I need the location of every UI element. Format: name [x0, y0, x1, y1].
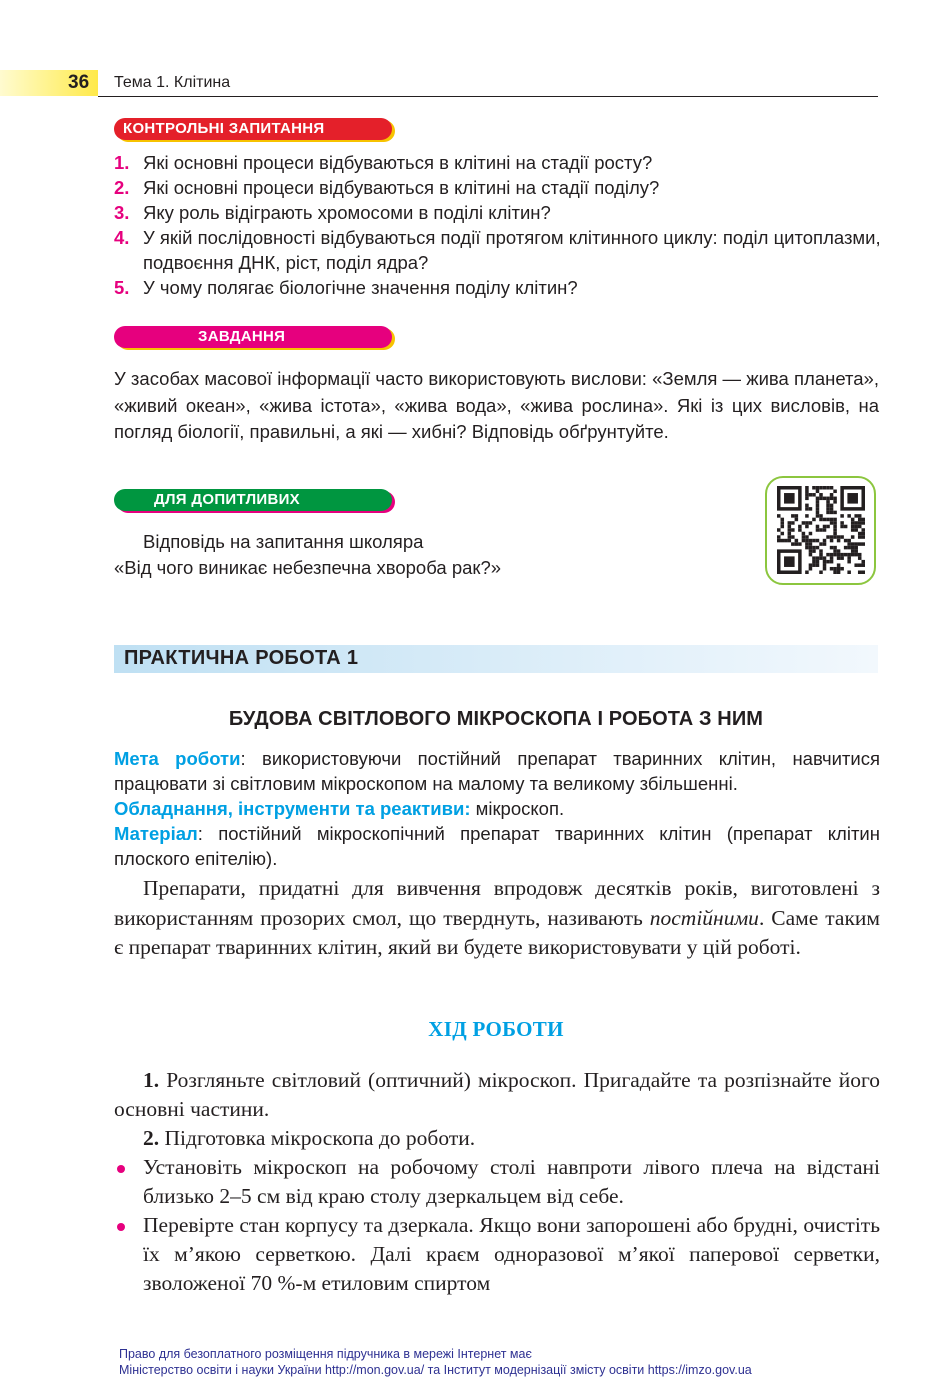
question-text: У чому полягає біологічне значення поділу клітин? [143, 277, 578, 298]
bullet-dot-icon [117, 1165, 125, 1173]
material-label: Матеріал [114, 823, 198, 844]
goal-text: : використовуючи постійний препарат тваринних клітин, навчитися працювати зі світловим мікроскопом на малому та великому збільшенні. [114, 748, 880, 794]
question-number: 2. [114, 177, 130, 198]
footer-notice [119, 1346, 879, 1378]
step-1 [114, 1066, 880, 1124]
question-text: Які основні процеси відбуваються в клітині на стадії росту? [143, 152, 653, 173]
procedure-steps [114, 1066, 880, 1298]
question-text: Які основні процеси відбуваються в клітині на стадії поділу? [143, 177, 660, 198]
list-item [114, 225, 884, 275]
practical-work-title: ПРАКТИЧНА РОБОТА 1 [124, 647, 359, 669]
curious-line-1: Відповідь на запитання школяра [143, 531, 424, 552]
step-text: Підготовка мікроскопа до роботи. [159, 1126, 476, 1150]
material-text: : постійний мікроскопічний препарат тваринних клітин (препарат клітин плоского епітелію). [114, 823, 880, 869]
equipment-label: Обладнання, інструменти та реактиви: [114, 798, 471, 819]
curious-heading: ДЛЯ ДОПИТЛИВИХ [114, 489, 392, 511]
question-text: У якій послідовності відбуваються події протягом клітинного циклу: поділ цитоплазми, подвоєння ДНК, ріст, поділ ядра? [143, 227, 881, 273]
equipment-text: мікроскоп. [470, 798, 565, 819]
step-2 [114, 1124, 880, 1153]
question-text: Яку роль відіграють хромосоми в поділі клітин? [143, 202, 551, 223]
intro-paragraph [114, 874, 880, 963]
control-questions-heading: КОНТРОЛЬНІ ЗАПИТАННЯ [114, 118, 392, 140]
footer-line-2: Міністерство освіти і науки України http://mon.gov.ua/ та Інститут модернізації змісту освіти https://imzo.gov.ua [119, 1363, 752, 1377]
procedure-heading: ХІД РОБОТИ [428, 1017, 564, 1041]
list-item [114, 1153, 880, 1211]
curious-text [114, 529, 714, 581]
question-number: 1. [114, 152, 130, 173]
curious-line-2: «Від чого виникає небезпечна хвороба рак?» [114, 557, 502, 578]
intro-text-before: Препарати, придатні для вивчення впродовж десятків років, виготовлені з використанням прозорих смол, що тверднуть, називають [114, 876, 880, 930]
step-text: Розгляньте світловий (оптичний) мікроскоп. Пригадайте та розпізнайте його основні частини. [114, 1068, 880, 1121]
control-questions-list [114, 150, 884, 300]
qr-code-icon[interactable] [765, 476, 876, 585]
list-item [114, 1211, 880, 1298]
question-number: 5. [114, 277, 130, 298]
list-item [114, 175, 884, 200]
step-number: 2. [143, 1126, 160, 1150]
running-title: Тема 1. Клітина [114, 74, 231, 91]
header-rule [98, 96, 878, 97]
equipment-line [114, 796, 880, 821]
list-item [114, 275, 884, 300]
goal-label: Мета роботи [114, 748, 241, 769]
list-item [114, 150, 884, 175]
intro-text-after: . Саме таким є препарат тваринних клітин, який ви будете використовувати у цій роботі. [114, 905, 880, 959]
task-heading: ЗАВДАННЯ [114, 326, 392, 348]
bullet-text: Установіть мікроскоп на робочому столі навпроти лівого плеча на відстані близько 2–5 см від краю столу дзеркальцем від себе. [143, 1155, 880, 1208]
goal-line [114, 746, 880, 796]
step-number: 1. [143, 1068, 160, 1092]
question-number: 3. [114, 202, 130, 223]
practical-work-subtitle: БУДОВА СВІТЛОВОГО МІКРОСКОПА І РОБОТА З НИМ [228, 708, 764, 730]
list-item [114, 200, 884, 225]
material-line [114, 821, 880, 871]
page-number: 36 [68, 72, 90, 93]
bullet-dot-icon [117, 1223, 125, 1231]
footer-line-1: Право для безоплатного розміщення підручника в мережі Інтернет має [119, 1347, 532, 1361]
intro-italic-term: постійними [649, 905, 759, 930]
question-number: 4. [114, 227, 130, 248]
task-text: У засобах масової інформації часто використовують вислови: «Земля — жива планета», «живий океан», «жива істота», «жива вода», «жива рослина». Які із цих висловів, на погляд біології, правильні, а які — хибні? Відповідь обґрунтуйте. [114, 368, 879, 442]
bullet-text: Перевірте стан корпусу та дзеркала. Якщо вони запорошені або брудні, очистіть їх м’якою серветкою. Далі краєм одноразової м’якої паперової серветки, зволоженої 70 %-м етиловим спиртом [143, 1213, 880, 1295]
qr-code-graphic [777, 486, 865, 574]
practical-meta [114, 746, 880, 871]
